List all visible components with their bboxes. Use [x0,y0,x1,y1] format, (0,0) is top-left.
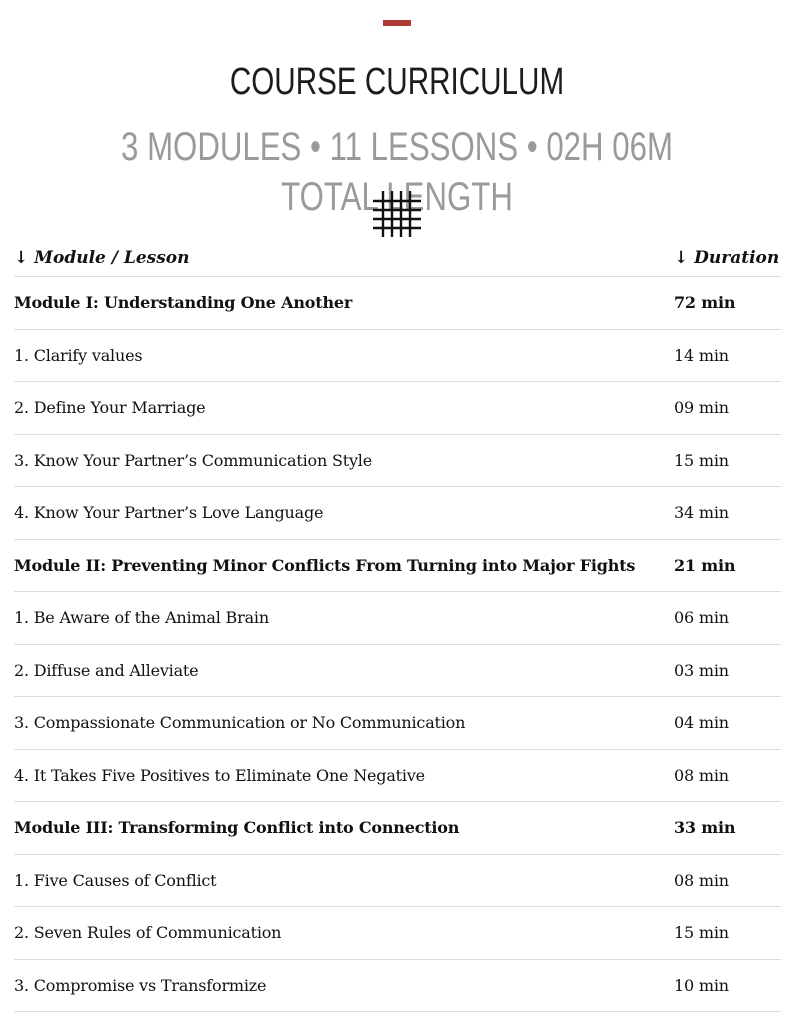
lesson-row [14,487,781,540]
module-duration: 33 min [674,818,736,837]
grid-icon [372,189,422,239]
lesson-duration: 10 min [674,975,729,995]
lesson-title: 2. Define Your Marriage [14,398,206,417]
lesson-duration: 08 min [674,765,729,785]
table-body [14,277,781,1012]
lesson-row [14,960,781,1013]
accent-bar [383,20,411,26]
module-duration: 72 min [674,293,736,312]
lesson-row [14,382,781,435]
lesson-row [14,750,781,803]
lesson-title: 4. Know Your Partner’s Love Language [14,503,324,522]
lesson-duration: 14 min [674,345,729,365]
lesson-duration: 34 min [674,503,729,522]
module-row [14,802,781,855]
lesson-row [14,907,781,960]
lesson-row [14,855,781,908]
lesson-title: 4. It Takes Five Positives to Eliminate One Negative [14,765,425,785]
module-duration: 21 min [674,555,736,575]
curriculum-table [14,240,781,1012]
lesson-row [14,645,781,698]
lesson-duration: 08 min [674,870,729,890]
lesson-duration: 06 min [674,608,729,627]
lesson-duration: 04 min [674,713,729,732]
lesson-title: 2. Seven Rules of Communication [14,923,282,942]
lesson-duration: 09 min [674,398,729,417]
sort-duration-header[interactable]: ↓ Duration [674,248,780,268]
module-title: Module III: Transforming Conflict into Connection [14,818,460,837]
lesson-title: 1. Clarify values [14,345,143,365]
module-title: Module I: Understanding One Another [14,293,353,312]
page-subtitle: 3 MODULES • 11 LESSONS • 02H 06M TOTAL LENGTH [121,125,673,219]
page-title: COURSE CURRICULUM [229,61,565,103]
lesson-row [14,435,781,488]
module-row [14,277,781,330]
lesson-duration: 15 min [674,923,729,942]
module-title: Module II: Preventing Minor Conflicts From Turning into Major Fights [14,555,636,575]
lesson-title: 3. Compassionate Communication or No Communication [14,713,466,732]
lesson-title: 1. Five Causes of Conflict [14,870,217,890]
module-row [14,540,781,593]
lesson-row [14,592,781,645]
lesson-row [14,330,781,383]
table-header [14,240,781,277]
lesson-title: 3. Compromise vs Transformize [14,975,267,995]
lesson-duration: 03 min [674,660,729,680]
lesson-title: 3. Know Your Partner’s Communication Style [14,450,372,470]
lesson-title: 2. Diffuse and Alleviate [14,660,199,680]
lesson-row [14,697,781,750]
lesson-duration: 15 min [674,450,729,470]
lesson-title: 1. Be Aware of the Animal Brain [14,608,269,627]
sort-module-lesson-header[interactable]: ↓ Module / Lesson [14,248,190,268]
